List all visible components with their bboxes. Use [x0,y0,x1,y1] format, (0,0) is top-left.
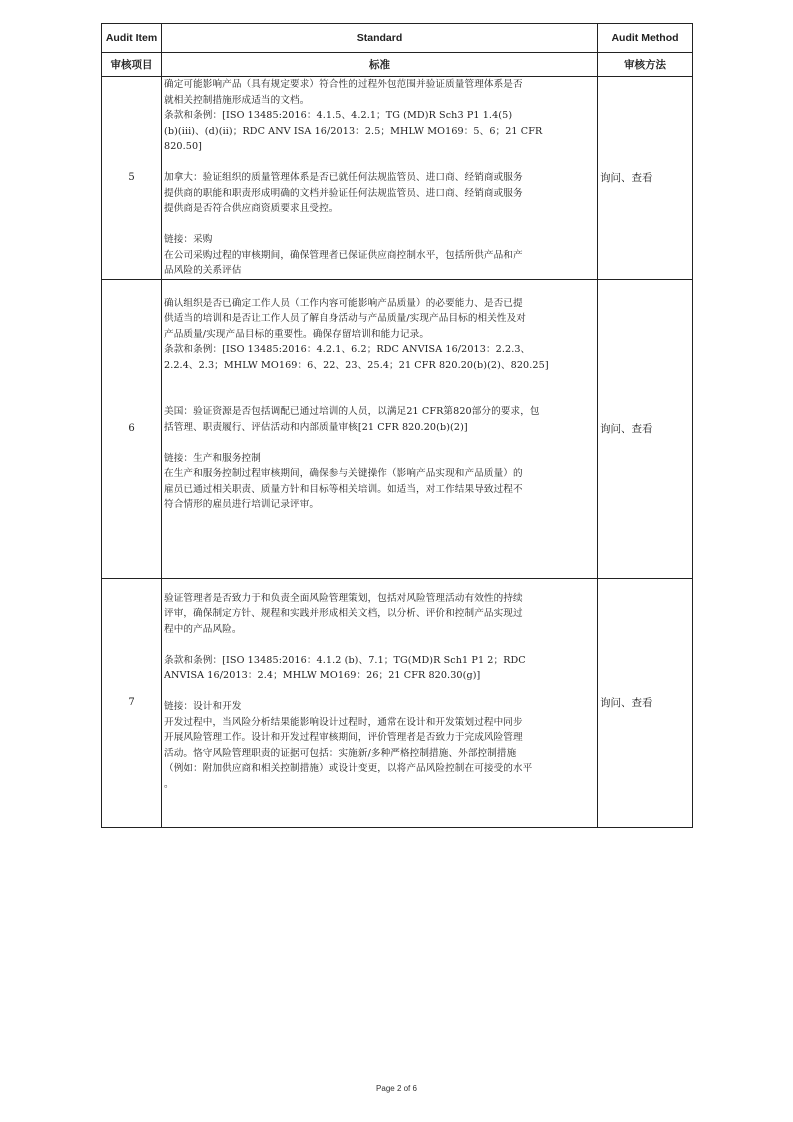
audit-method: 询问、查看 [598,578,693,827]
standard-line: 括管理、职责履行、评估活动和内部质量审核[21 CFR 820.20(b)(2)] [164,421,468,433]
paragraph-gap [164,637,595,653]
page-number: Page 2 of 6 [376,1084,417,1093]
audit-item-number: 5 [102,77,162,280]
header-standard: Standard [162,24,598,53]
header-row-chinese [102,53,693,77]
audit-item-number: 7 [102,578,162,827]
paragraph-gap [164,155,595,171]
standard-line: （例如：附加供应商和相关控制措施）或设计变更，以将产品风险控制在可接受的水平 [164,763,533,774]
paragraph-gap [164,389,595,405]
standard-cell [162,77,598,280]
paragraph-gap [164,373,595,389]
header-audit-method-zh: 审核方法 [598,53,693,77]
standard-line: 加拿大：验证组织的质量管理体系是否已就任何法规监管员、进口商、经销商或服务 [164,172,523,183]
standard-line: 评审，确保制定方针、规程和实践并形成相关文档，以分析、评价和控制产品实现过 [164,608,523,619]
header-standard-zh: 标准 [162,53,598,77]
table-row [102,578,693,827]
standard-line: 开发过程中，当风险分析结果能影响设计过程时，通常在设计和开发策划过程中同步 [164,716,523,728]
standard-line: 链接：设计和开发 [164,701,242,712]
paragraph-gap [164,684,595,700]
paragraph-gap [164,217,595,233]
header-row-english [102,24,693,53]
header-audit-method: Audit Method [598,24,693,53]
standard-text [164,77,595,279]
standard-cell [162,578,598,827]
standard-line: 条款和条例：[ISO 13485:2016：4.1.5、4.2.1；TG (MD)R Sch3 P1 1.4(5) [164,110,513,121]
standard-line: 符合情形的雇员进行培训记录评审。 [164,499,320,510]
standard-line: 程中的产品风险。 [164,623,242,635]
standard-line: 活动。恪守风险管理职责的证据可包括：实施新/多种严格控制措施、外部控制措施 [164,747,517,759]
standard-line: 提供商的职能和职责形成明确的文档并验证任何法规监管员、进口商、经销商或服务 [164,187,523,199]
standard-text [164,296,595,513]
paragraph-gap [164,435,595,451]
standard-line: 产品质量/实现产品目标的重要性。确保存留培训和能力记录。 [164,328,430,340]
standard-line: 美国：验证资源是否包括调配已通过培训的人员，以满足21 CFR第820部分的要求，包 [164,406,540,417]
standard-line: 确定可能影响产品（具有规定要求）符合性的过程外包范围并验证质量管理体系是否 [164,79,523,90]
table-row [102,77,693,280]
standard-line: 链接：生产和服务控制 [164,452,261,464]
audit-item-number: 6 [102,279,162,578]
standard-line: 品风险的关系评估 [164,265,242,276]
standard-line: 就相关控制措施形成适当的文档。 [164,94,310,106]
audit-table [101,23,693,828]
audit-method: 询问、查看 [598,279,693,578]
header-audit-item: Audit Item [102,24,162,53]
standard-line: 验证管理者是否致力于和负责全面风险管理策划，包括对风险管理活动有效性的持续 [164,592,523,604]
standard-line: 。 [164,778,174,790]
audit-method: 询问、查看 [598,77,693,280]
table-row [102,279,693,578]
standard-line: 条款和条例：[ISO 13485:2016：4.1.2 (b)、7.1；TG(MD)R Sch1 P1 2；RDC [164,654,526,666]
standard-line: 2.2.4、2.3；MHLW MO169：6、22、23、25.4；21 CFR 820.20(b)(2)、820.25] [164,359,549,371]
standard-line: ANVISA 16/2013：2.4；MHLW MO169：26；21 CFR 820.30(g)] [164,670,481,681]
standard-line: 供适当的培训和是否让工作人员了解自身活动与产品质量/实现产品目标的相关性及对 [164,313,526,324]
standard-cell [162,279,598,578]
standard-line: 在公司采购过程的审核期间，确保管理者已保证供应商控制水平，包括所供产品和产 [164,249,523,261]
standard-line: 提供商是否符合供应商资质要求且受控。 [164,203,339,214]
standard-line: 820.50] [164,141,203,152]
standard-line: 在生产和服务控制过程审核期间，确保参与关键操作（影响产品实现和产品质量）的 [164,468,523,479]
standard-line: 条款和条例：[ISO 13485:2016：4.2.1、6.2；RDC ANVISA 16/2013：2.2.3、 [164,344,531,355]
standard-line: 确认组织是否已确定工作人员（工作内容可能影响产品质量）的必要能力、是否已提 [164,297,523,309]
standard-line: 开展风险管理工作。设计和开发过程审核期间，评价管理者是否致力于完成风险管理 [164,732,523,743]
standard-text [164,591,595,793]
standard-line: 链接：采购 [164,234,213,245]
header-audit-item-zh: 审核项目 [102,53,162,77]
standard-line: 雇员已通过相关职责、质量方针和目标等相关培训。如适当，对工作结果导致过程不 [164,483,523,495]
standard-line: (b)(iii)、(d)(ii)；RDC ANV ISA 16/2013：2.5；MHLW MO169：5、6；21 CFR [164,125,543,137]
